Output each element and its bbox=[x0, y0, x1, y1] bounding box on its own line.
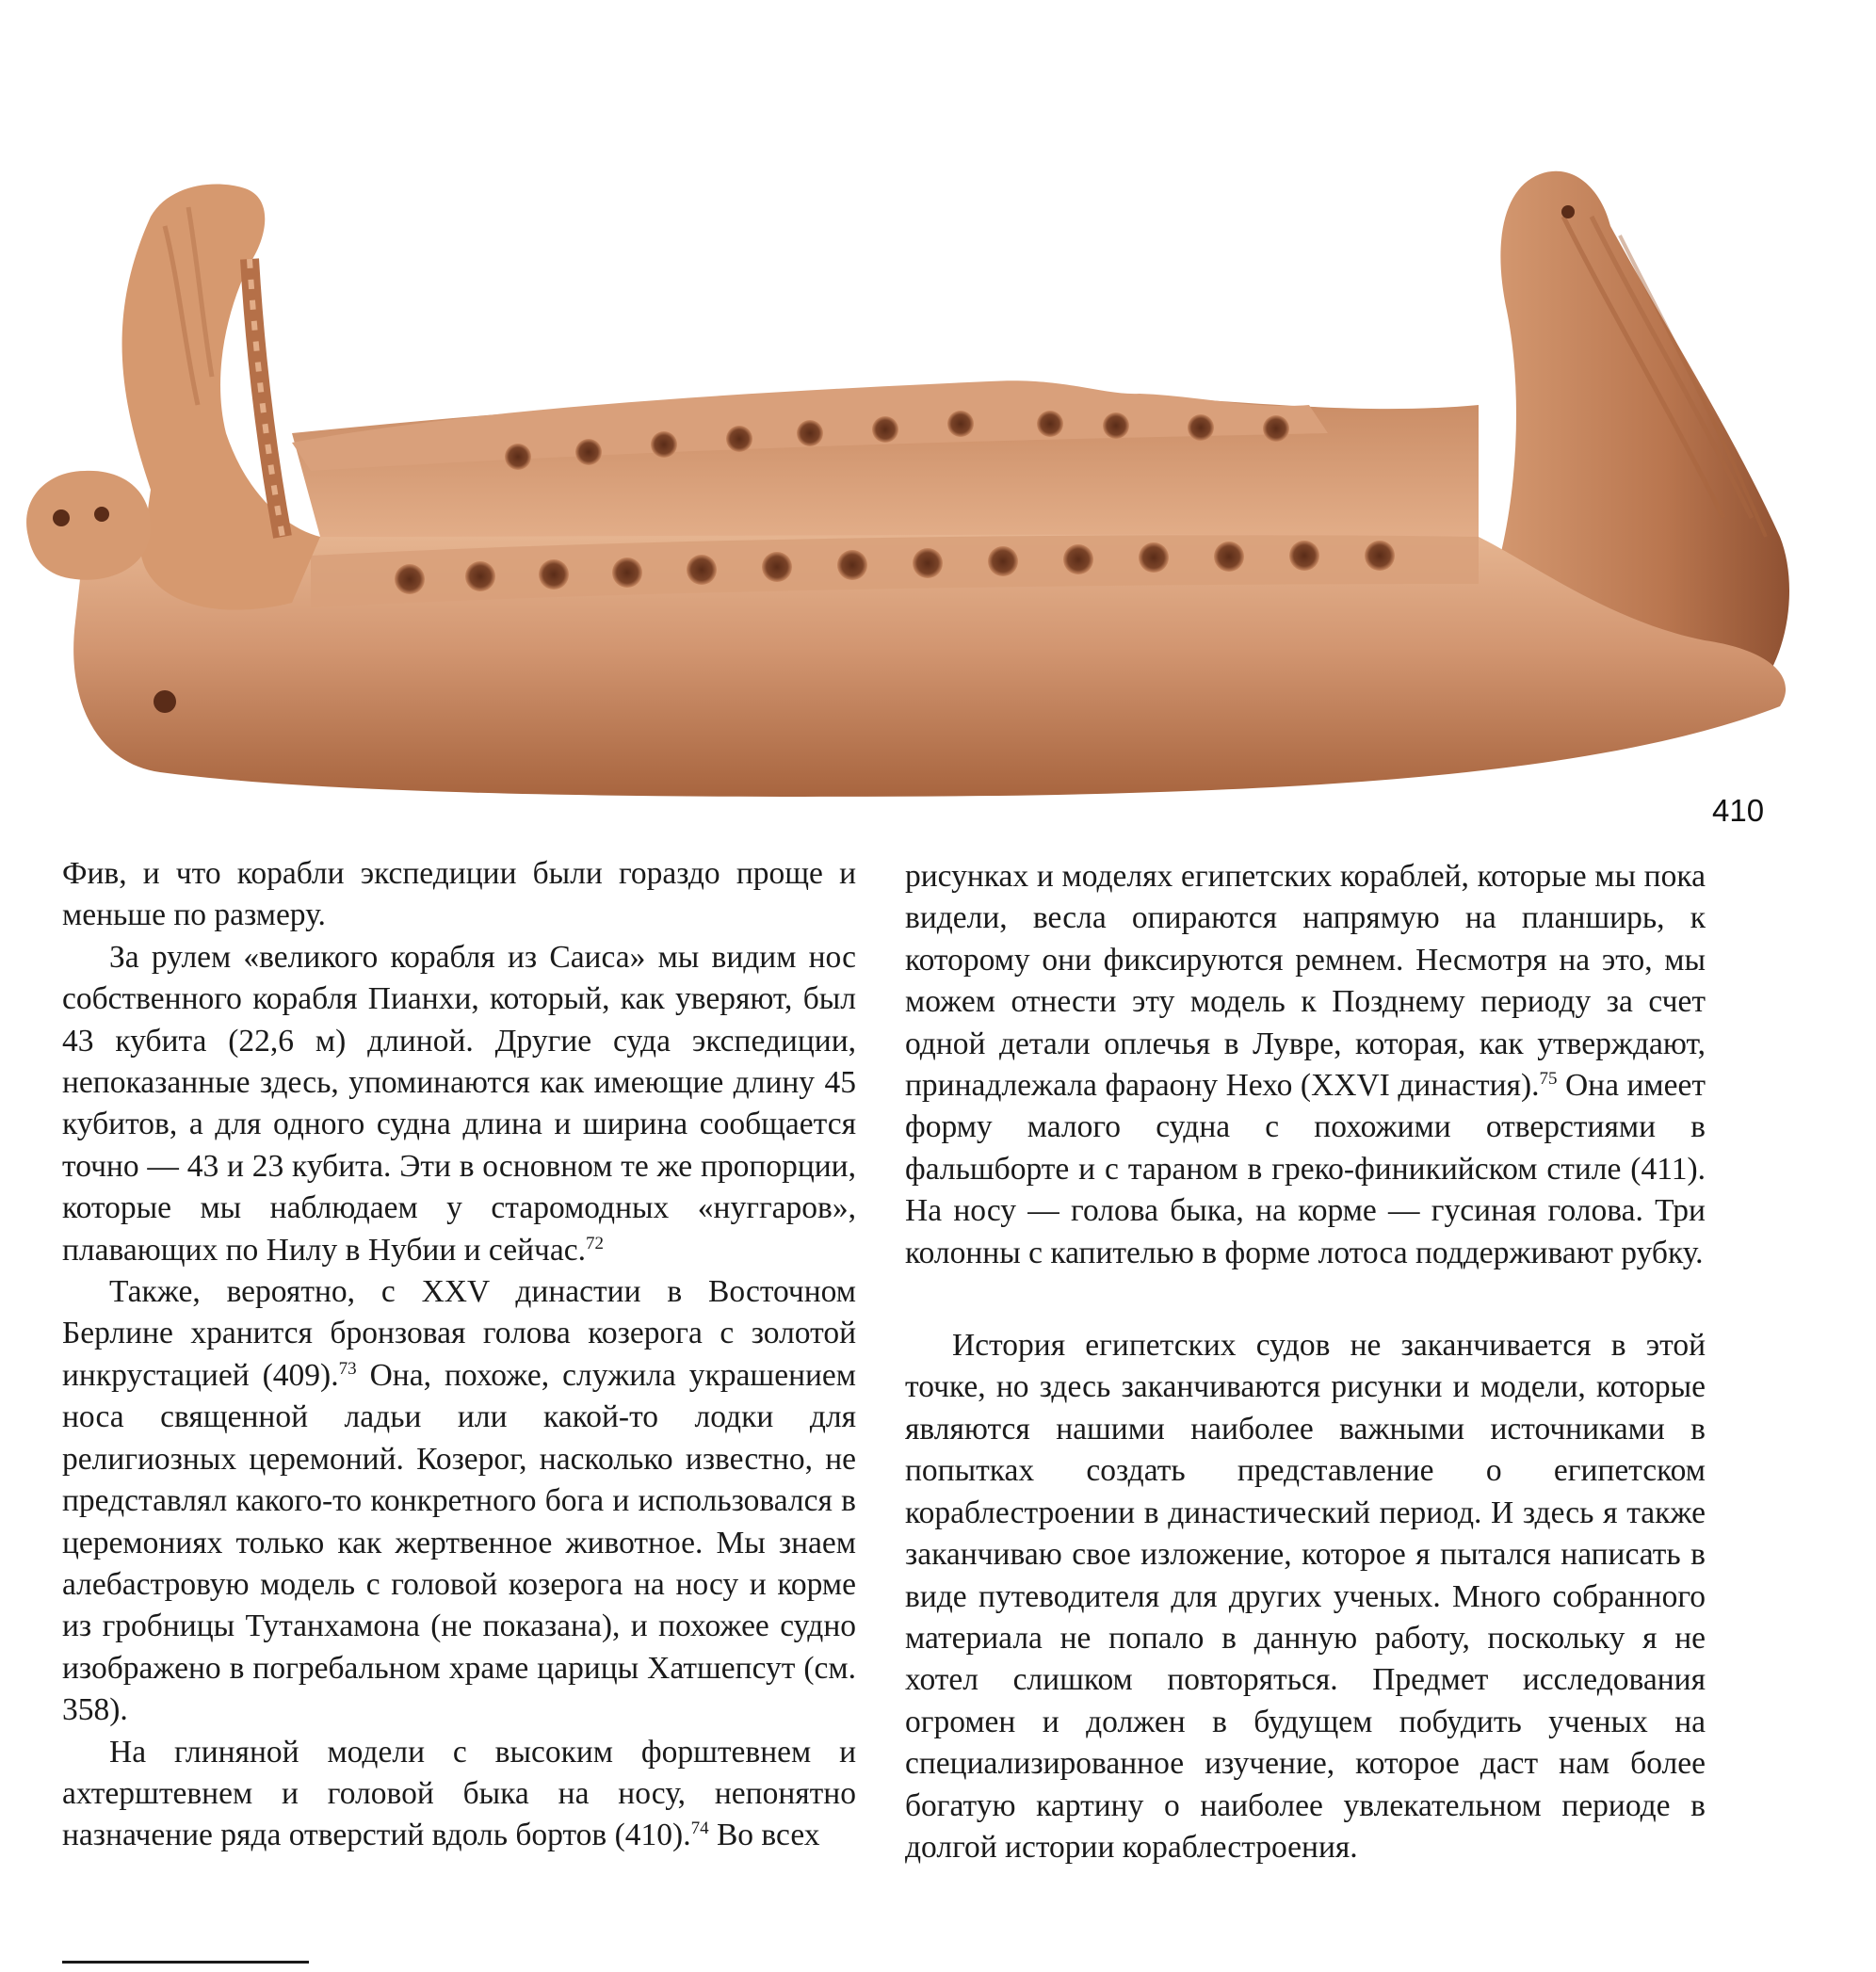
footnote-ref-75: 75 bbox=[1539, 1068, 1558, 1089]
left-column bbox=[62, 853, 856, 1857]
left-paragraph-3: Также, вероятно, с XXV династии в Восточном Берлине хранится бронзовая голова козерога с золотой инкрустацией (409).$^{73}$ Она, похоже, служила украшением носа священной ладьи или какой-то лодки для религиозных церемоний. Козерог, насколько известно, не представлял какого-то конкретного бога и использовался в церемониях только как жертвенное животное. Мы знаем алебастровую модель с головой козерога на носу и корме из гробницы Тутанхамона (не показана), и похожее судно изображено в погребальном храме царицы Хатшепсут (см. 358). bbox=[62, 1274, 856, 1728]
bull-head bbox=[26, 471, 151, 580]
clay-boat-illustration bbox=[9, 94, 1827, 810]
left-paragraph-4: На глиняной модели с высоким форштевнем и ахтерштевнем и головой быка на носу, непонятно назначение ряда отверстий вдоль бортов (410).$^{74}$ Во всех bbox=[62, 1734, 856, 1853]
footnote-rule bbox=[62, 1961, 309, 1964]
section-gap bbox=[905, 1274, 1706, 1325]
figure-number: 410 bbox=[1712, 793, 1765, 828]
footnote-ref-74: 74 bbox=[690, 1818, 709, 1839]
left-paragraph-2: За рулем «великого корабля из Саиса» мы видим нос собственного корабля Пианхи, который, как уверяют, был 43 кубита (22,6 м) длиной. Другие суда экспедиции, непоказанные здесь, упоминаются как имеющие длину 45 кубитов, а для одного судна длина и ширина сообщается точно — 43 и 23 кубита. Эти в основном те же пропорции, которые мы наблюдаем у старомодных «нуггаров», плавающих по Нилу в Нубии и сейчас.$^{72}$ bbox=[62, 939, 856, 1268]
left-paragraph-1: Фив, и что корабли экспедиции были гораздо проще и меньше по размеру. bbox=[62, 856, 856, 933]
clay-boat-model-photo bbox=[9, 94, 1827, 810]
bow-post bbox=[122, 184, 320, 609]
right-paragraph-1: рисунках и моделях египетских кораблей, которые мы пока видели, весла опираются напрямую на планширь, к которому они фиксируются ремнем. Несмотря на это, мы можем отнести эту модель к Позднему периоду за счет одной детали оплечья в Лувре, которая, как утверждают, принадлежала фараону Нехо (XXVI династия).$^{75}$ Она имеет форму малого судна с похожими отверстиями в фальшборте и с тараном в греко-финикийском стиле (411). На носу — голова быка, на корме — гусиная голова. Три колонны с капителью в форме лотоса поддерживают рубку. bbox=[905, 859, 1706, 1270]
footnote-ref-72: 72 bbox=[585, 1233, 604, 1253]
footnote-ref-73: 73 bbox=[338, 1358, 357, 1379]
right-paragraph-2: История египетских судов не заканчивается в этой точке, но здесь заканчиваются рисунки и модели, которые являются нашими наиболее важными источниками в попытках создать представление о египетском кораблестроении в династический период. И здесь я также заканчиваю свое изложение, которое я пытался написать в виде путеводителя для других ученых. Много собранного материала не попало в данную работу, поскольку я не хотел слишком повторяться. Предмет исследования огромен и должен в будущем побудить ученых на специализированное изучение, которое даст нам более богатую картину о наиболее увлекательном периоде в долгой истории кораблестроения. bbox=[905, 1328, 1706, 1865]
right-column bbox=[905, 856, 1706, 1868]
